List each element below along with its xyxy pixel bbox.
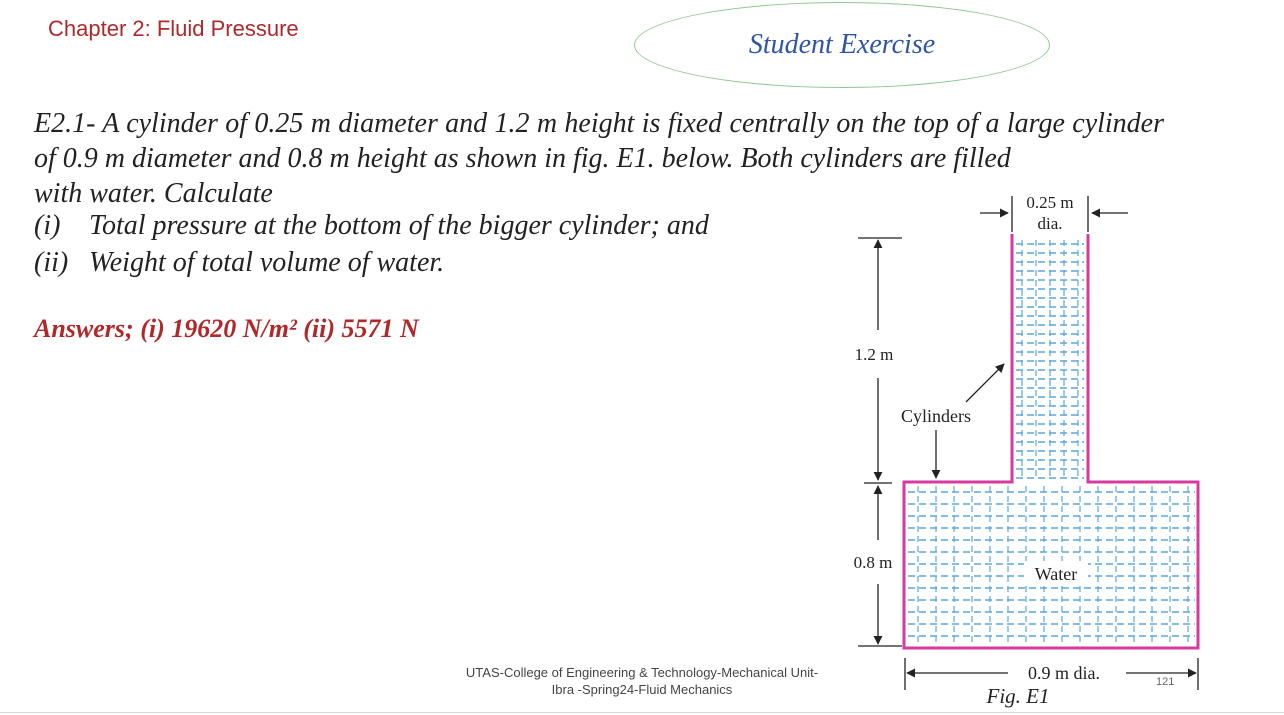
problem-statement: E2.1- A cylinder of 0.25 m diameter and 1.2 m height is fixed centrally on the top of a large cylinder of 0.9 m diameter and 0.8 m height as shown in fig. E1. below. Both cylinders are filled [34,108,1164,174]
bottom-dia-label: 0.9 m dia. [1028,663,1100,683]
page-number: 121 [1156,676,1175,688]
figure-caption: Fig. E1 [986,684,1050,708]
water-fill [908,240,1195,646]
answers: Answers; (i) 19620 N/m² (ii) 5571 N [34,314,419,343]
cylinders-outline [904,234,1198,648]
top-dia-unit: dia. [1037,214,1063,233]
exercise-title: Student Exercise [748,29,936,60]
footer-line-1: UTAS-College of Engineering & Technology-Mechanical Unit- [465,665,819,680]
footer [440,664,844,698]
height-top-label: 1.2 m [854,345,894,364]
part-ii-number: (ii) [34,247,69,278]
part-i-text: Total pressure at the bottom of the bigger cylinder; and [89,210,709,241]
height-bottom-label: 0.8 m [853,553,893,572]
footer-line-2: Ibra -Spring24-Fluid Mechanics [551,682,733,697]
top-dia-value: 0.25 m [1026,193,1074,212]
part-i-number: (i) [34,210,61,241]
cylinders-label: Cylinders [901,406,971,426]
water-label: Water [1034,564,1078,584]
chapter-title: Chapter 2: Fluid Pressure [48,16,299,41]
problem-statement-tail: with water. Calculate [34,178,273,209]
cylinders-leader-diagonal [966,364,1004,402]
part-ii-text: Weight of total volume of water. [89,247,445,278]
